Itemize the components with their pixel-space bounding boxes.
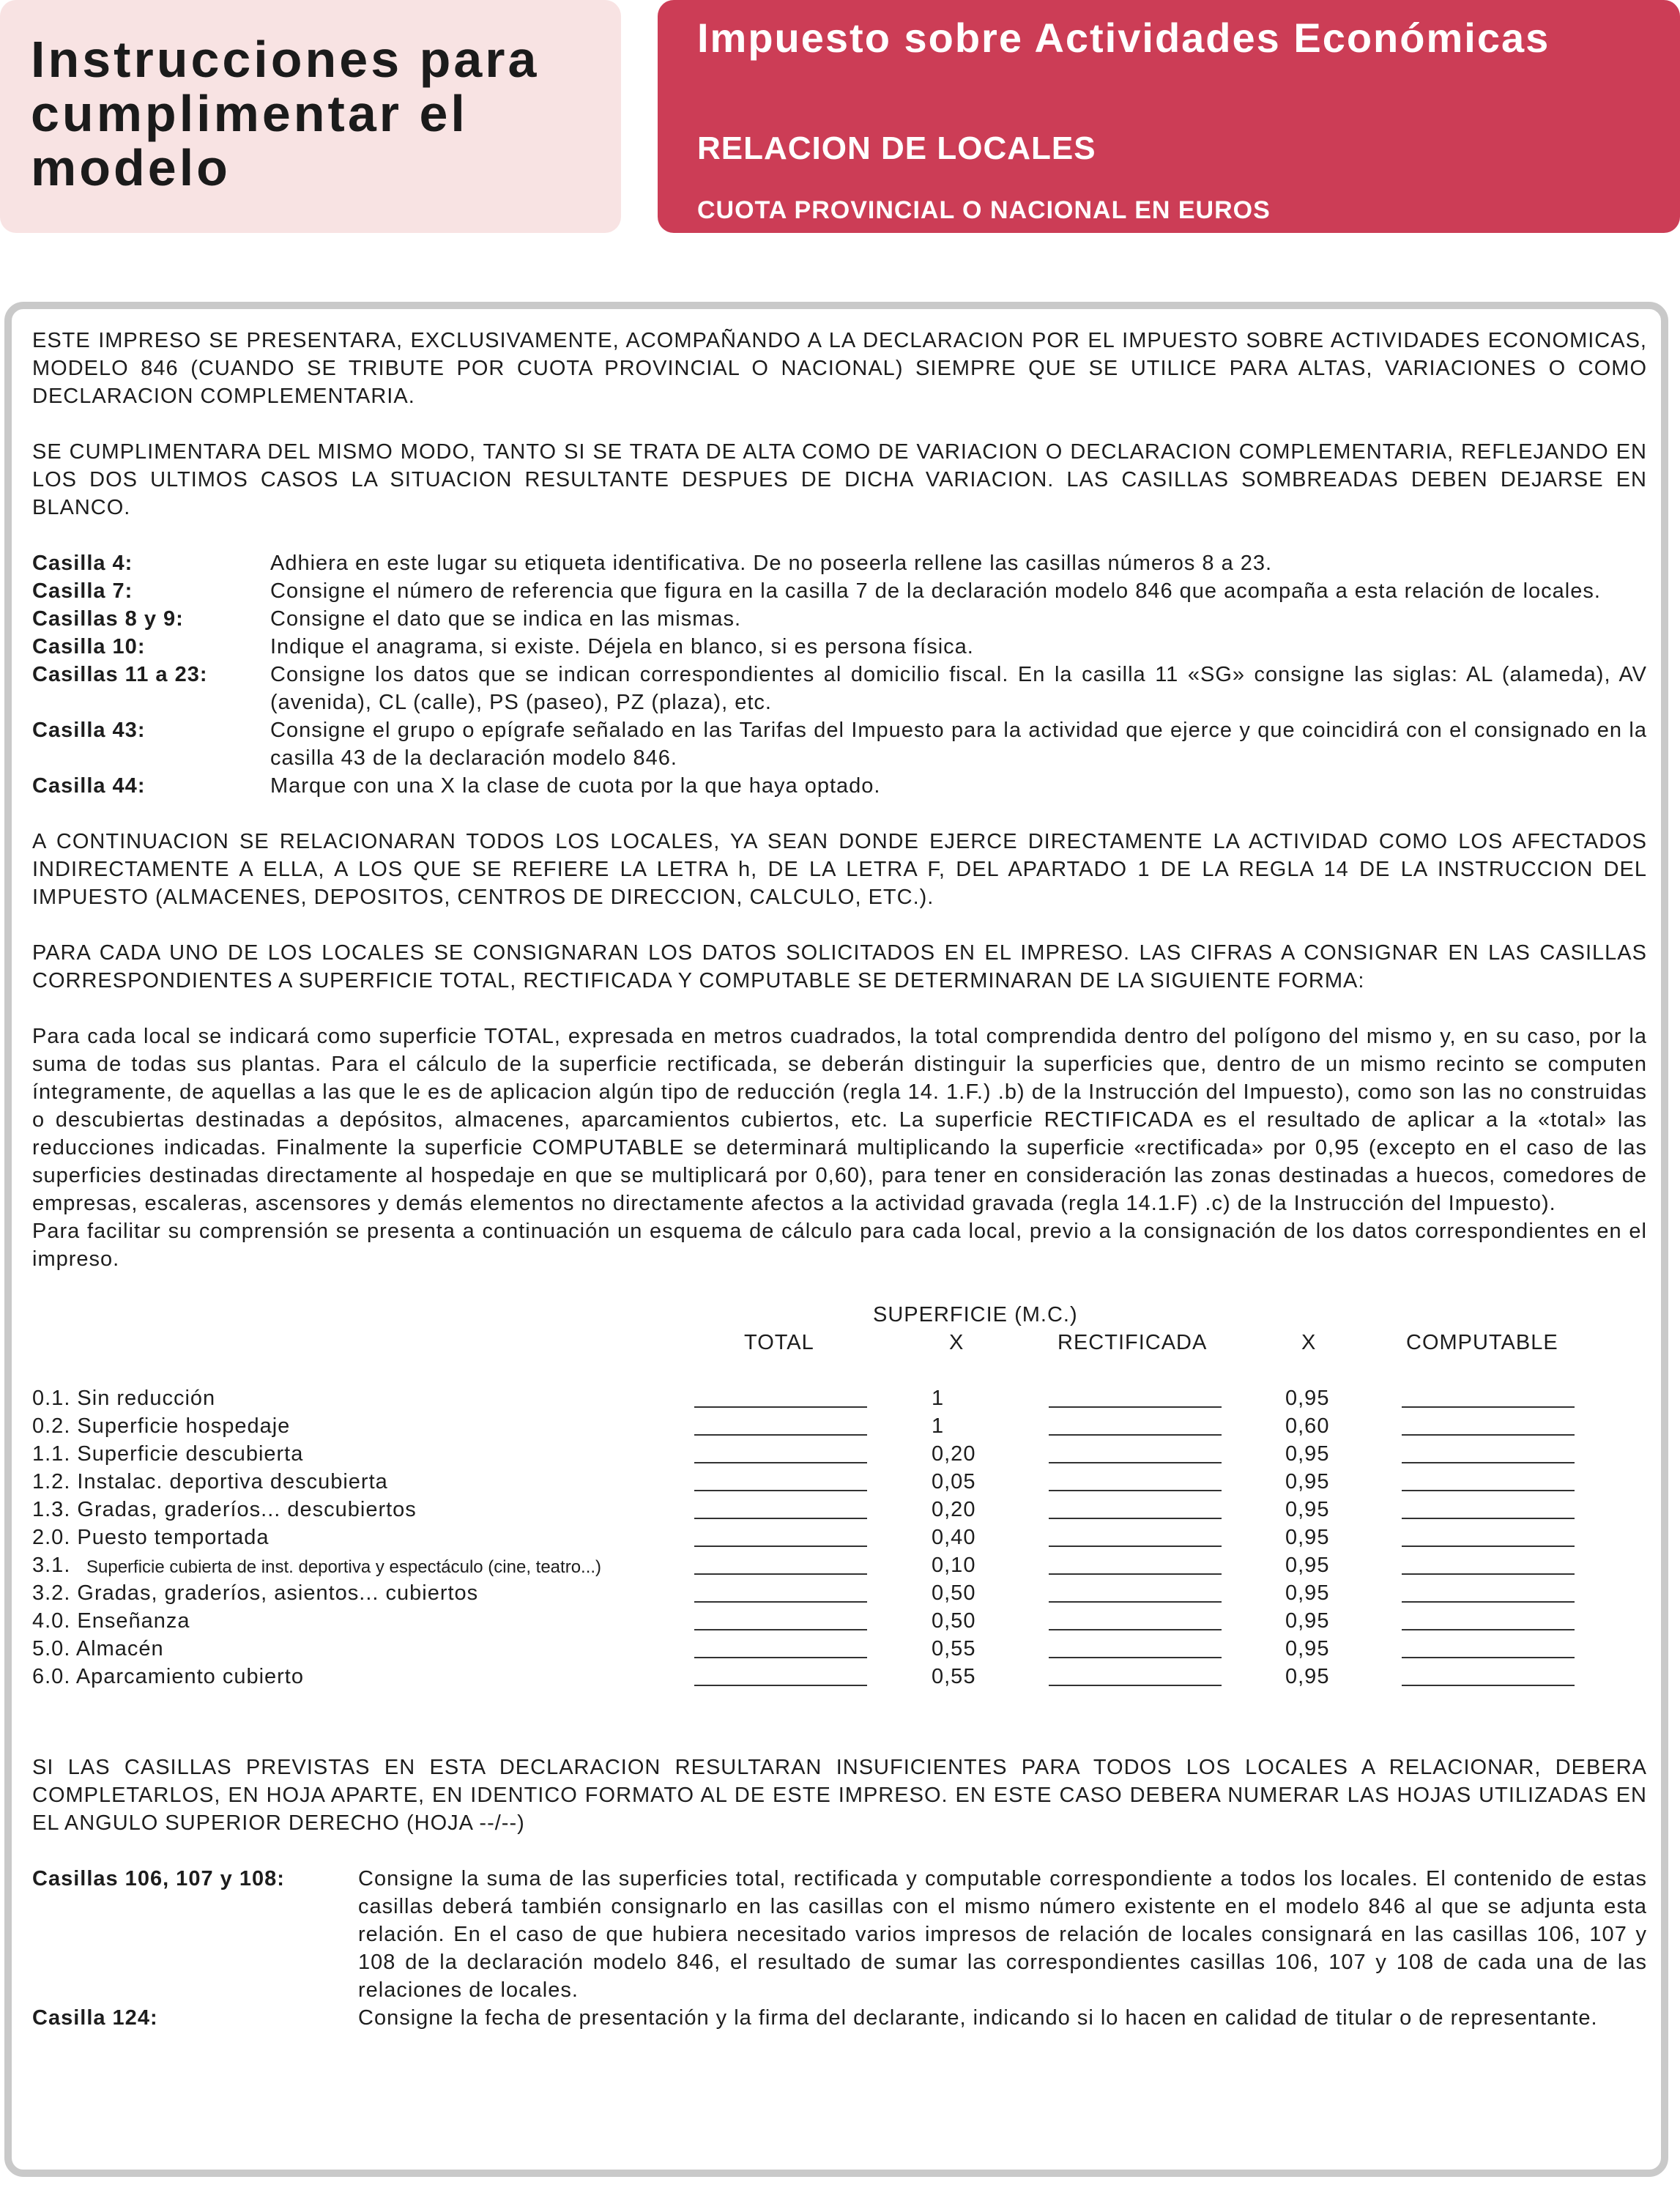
- casilla-term: Casillas 8 y 9:: [32, 607, 184, 631]
- computable-blank: [1402, 1462, 1575, 1463]
- surface-explanation: Para cada local se indicará como superficie TOTAL, expresada en metros cuadrados, la total comprendida dentro del polígono del mismo y, en su caso, por la suma de todas sus plantas. Para el cálculo de la superficie rectificada, se deberán distinguir la superficies que, dentro de un mismo recinto se computen íntegramente, de aquellas a las que le es de aplicacion algún tipo de reducción (regla 14. 1.F.) .b) de la Instrucción del Impuesto), como son las no construidas o descubiertas destinadas a depósitos, almacenes, aparcamientos cubiertos, etc. La superficie RECTIFICADA es el resultado de aplicar a la «total» las reducciones indicadas. Finalmente la superficie COMPUTABLE se determinará multiplicando la superficie «rectificada» por 0,95 (excepto en el caso de las superficies destinadas directamente al hospedaje en que se multiplicará por 0,60), para tener en consideración las zonas destinadas a huecos, comedores de empresas, escaleras, ascensores y demás elementos no directamente afectos a la actividad gravada (regla 14.1.F) .c) de la Instrucción del Impuesto).: [32, 1025, 1647, 1215]
- header: [0, 0, 1680, 234]
- total-blank: [694, 1518, 867, 1519]
- factor-1: 1: [932, 1414, 945, 1438]
- total-blank: [694, 1546, 867, 1547]
- total-blank: [694, 1573, 867, 1575]
- casilla-desc: Consigne los datos que se indican correspondientes al domicilio fiscal. En la casilla 11 «SG» consigne las siglas: AL (alameda), AV (avenida), CL (calle), PS (paseo), PZ (plaza), etc.: [270, 663, 1647, 714]
- calc-row: [32, 1663, 1647, 1691]
- calc-row-label-small: Superficie cubierta de inst. deportiva y espectáculo (cine, teatro...): [86, 1557, 602, 1577]
- factor-2: 0,95: [1285, 1637, 1330, 1660]
- form-quota-subtitle: CUOTA PROVINCIAL O NACIONAL EN EUROS: [697, 196, 1271, 224]
- extra-sheets-paragraph: SI LAS CASILLAS PREVISTAS EN ESTA DECLARACION RESULTARAN INSUFICIENTES PARA TODOS LOS LOCALES A RELACIONAR, DEBERA COMPLETARLOS, EN HOJA APARTE, EN IDENTICO FORMATO AL DE ESTE IMPRESO. EN ESTE CASO DEBERA NUMERAR LAS HOJAS UTILIZADAS EN EL ANGULO SUPERIOR DERECHO (HOJA --/--): [32, 1756, 1647, 1835]
- factor-2: 0,95: [1285, 1554, 1330, 1577]
- rectificada-blank: [1049, 1434, 1222, 1436]
- factor-1: 0,50: [932, 1581, 976, 1605]
- final-casillas-list: [32, 1865, 1647, 2032]
- calc-row: [32, 1607, 1647, 1635]
- casilla-term: Casillas 106, 107 y 108:: [32, 1867, 285, 1890]
- rectificada-blank: [1049, 1490, 1222, 1491]
- factor-1: 0,20: [932, 1498, 976, 1521]
- rectificada-blank: [1049, 1657, 1222, 1658]
- col-x2-header: X: [1301, 1331, 1317, 1354]
- factor-1: 0,10: [932, 1554, 976, 1577]
- calc-row-label: 5.0. Almacén: [32, 1637, 164, 1660]
- factor-2: 0,95: [1285, 1609, 1330, 1633]
- computable-blank: [1402, 1406, 1575, 1408]
- casilla-term: Casilla 44:: [32, 774, 146, 798]
- casilla-item: [32, 2004, 1647, 2032]
- locales-paragraph: A CONTINUACION SE RELACIONARAN TODOS LOS LOCALES, YA SEAN DONDE EJERCE DIRECTAMENTE LA ACTIVIDAD COMO LOS AFECTADOS INDIRECTAMENTE A ELLA, A LOS QUE SE REFIERE LA LETRA h, DE LA LETRA F, DEL APARTADO 1 DE LA REGLA 14 DE LA INSTRUCCION DEL IMPUESTO (ALMACENES, DEPOSITOS, CENTROS DE DIRECCION, CALCULO, ETC.).: [32, 830, 1647, 909]
- total-blank: [694, 1657, 867, 1658]
- factor-1: 1: [932, 1387, 945, 1410]
- factor-2: 0,95: [1285, 1442, 1330, 1466]
- computable-blank: [1402, 1518, 1575, 1519]
- col-computable-header: COMPUTABLE: [1406, 1331, 1558, 1354]
- casilla-desc: Adhiera en este lugar su etiqueta identificativa. De no poseerla rellene las casillas números 8 a 23.: [270, 552, 1273, 575]
- tax-title: Impuesto sobre Actividades Económicas: [697, 15, 1550, 61]
- casilla-term: Casilla 43:: [32, 719, 146, 742]
- tax-title-panel: [658, 0, 1680, 233]
- total-blank: [694, 1406, 867, 1408]
- form-subtitle: RELACION DE LOCALES: [697, 130, 1096, 166]
- rectificada-blank: [1049, 1601, 1222, 1603]
- casilla-desc: Consigne el grupo o epígrafe señalado en las Tarifas del Impuesto para la actividad que ejerce y que coincidirá con el consignado en la casilla 43 de la declaración modelo 846.: [270, 719, 1647, 770]
- casilla-term: Casilla 4:: [32, 552, 133, 575]
- total-blank: [694, 1490, 867, 1491]
- rectificada-blank: [1049, 1462, 1222, 1463]
- computable-blank: [1402, 1657, 1575, 1658]
- rectificada-blank: [1049, 1518, 1222, 1519]
- calc-row: [32, 1468, 1647, 1496]
- surface-calculation-scheme: [32, 1301, 1647, 1726]
- calc-row: [32, 1635, 1647, 1663]
- total-blank: [694, 1462, 867, 1463]
- calc-row-label: 0.2. Superficie hospedaje: [32, 1414, 291, 1438]
- total-blank: [694, 1629, 867, 1630]
- calc-row: [32, 1579, 1647, 1607]
- rectificada-blank: [1049, 1629, 1222, 1630]
- casilla-desc: Indique el anagrama, si existe. Déjela en blanco, si es persona física.: [270, 635, 974, 658]
- col-x1-header: X: [949, 1331, 964, 1354]
- calc-row-number: 3.1.: [32, 1554, 71, 1577]
- factor-2: 0,95: [1285, 1387, 1330, 1410]
- calc-row-label: 6.0. Aparcamiento cubierto: [32, 1665, 304, 1688]
- casilla-item: [32, 1865, 1647, 2004]
- casilla-item: [32, 772, 1647, 800]
- calc-row-label: 4.0. Enseñanza: [32, 1609, 190, 1633]
- casilla-desc: Consigne el dato que se indica en las mismas.: [270, 607, 742, 631]
- calc-row: [32, 1412, 1647, 1440]
- calc-row: [32, 1384, 1647, 1412]
- casilla-item: [32, 605, 1647, 633]
- computable-blank: [1402, 1434, 1575, 1436]
- casilla-term: Casilla 10:: [32, 635, 146, 658]
- factor-1: 0,05: [932, 1470, 976, 1493]
- instructions-title-panel: [0, 0, 621, 233]
- casillas-list: [32, 549, 1647, 800]
- scheme-intro: Para facilitar su comprensión se presenta a continuación un esquema de cálculo para cada local, previo a la consignación de los datos correspondientes en el impreso.: [32, 1220, 1647, 1271]
- factor-2: 0,95: [1285, 1470, 1330, 1493]
- casilla-item: [32, 577, 1647, 605]
- total-blank: [694, 1434, 867, 1436]
- surface-paragraph: PARA CADA UNO DE LOS LOCALES SE CONSIGNARAN LOS DATOS SOLICITADOS EN EL IMPRESO. LAS CIFRAS A CONSIGNAR EN LAS CASILLAS CORRESPONDIENTES A SUPERFICIE TOTAL, RECTIFICADA Y COMPUTABLE SE DETERMINARAN DE LA SIGUIENTE FORMA:: [32, 941, 1647, 992]
- computable-blank: [1402, 1685, 1575, 1686]
- factor-2: 0,95: [1285, 1665, 1330, 1688]
- calc-row: [32, 1551, 1647, 1579]
- calc-row: [32, 1496, 1647, 1524]
- casilla-item: [32, 716, 1647, 772]
- casilla-term: Casilla 124:: [32, 2006, 158, 2030]
- casilla-term: Casilla 7:: [32, 579, 133, 603]
- factor-1: 0,55: [932, 1665, 976, 1688]
- factor-1: 0,50: [932, 1609, 976, 1633]
- casilla-desc: Consigne la fecha de presentación y la firma del declarante, indicando si lo hacen en calidad de titular o de representante.: [358, 2006, 1598, 2030]
- rectificada-blank: [1049, 1406, 1222, 1408]
- factor-2: 0,95: [1285, 1526, 1330, 1549]
- casilla-item: [32, 633, 1647, 661]
- calc-row-label: 1.1. Superficie descubierta: [32, 1442, 304, 1466]
- casilla-item: [32, 661, 1647, 716]
- computable-blank: [1402, 1629, 1575, 1630]
- casilla-desc: Consigne la suma de las superficies total, rectificada y computable correspondiente a todos los locales. El contenido de estas casillas deberá también consignarlo en las casillas con el mismo número existente en el modelo 846 al que se adjunta esta relación. En el caso de que hubiera necesitado varios impresos de relación de locales consignará en las casillas 106, 107 y 108 de la declaración modelo 846, el resultado de sumar las correspondientes casillas 106, 107 y 108 de cada una de las relaciones de locales.: [358, 1867, 1647, 2002]
- intro-paragraph: ESTE IMPRESO SE PRESENTARA, EXCLUSIVAMENTE, ACOMPAÑANDO A LA DECLARACION POR EL IMPUESTO SOBRE ACTIVIDADES ECONOMICAS, MODELO 846 (CUANDO SE TRIBUTE POR CUOTA PROVINCIAL O NACIONAL) SIEMPRE QUE SE UTILICE PARA ALTAS, VARIACIONES O COMO DECLARACION COMPLEMENTARIA.: [32, 329, 1647, 408]
- instructions-title: Instrucciones para cumplimentar el modelo: [31, 31, 540, 196]
- total-blank: [694, 1685, 867, 1686]
- calc-row: [32, 1524, 1647, 1551]
- calc-row-label: 1.3. Gradas, graderíos... descubiertos: [32, 1498, 417, 1521]
- computable-blank: [1402, 1546, 1575, 1547]
- rectificada-blank: [1049, 1685, 1222, 1686]
- calc-row-label: 3.2. Gradas, graderíos, asientos... cubiertos: [32, 1581, 479, 1605]
- factor-1: 0,20: [932, 1442, 976, 1466]
- casilla-term: Casillas 11 a 23:: [32, 663, 208, 686]
- col-total-header: TOTAL: [744, 1331, 814, 1354]
- calc-heading: SUPERFICIE (M.C.): [873, 1303, 1078, 1326]
- rectificada-blank: [1049, 1573, 1222, 1575]
- factor-2: 0,60: [1285, 1414, 1330, 1438]
- computable-blank: [1402, 1490, 1575, 1491]
- casilla-item: [32, 549, 1647, 577]
- factor-1: 0,40: [932, 1526, 976, 1549]
- col-rectificada-header: RECTIFICADA: [1058, 1331, 1208, 1354]
- calc-row-label: 2.0. Puesto temportada: [32, 1526, 270, 1549]
- computable-blank: [1402, 1573, 1575, 1575]
- casilla-desc: Marque con una X la clase de cuota por la que haya optado.: [270, 774, 881, 798]
- factor-2: 0,95: [1285, 1581, 1330, 1605]
- calc-row-label: 0.1. Sin reducción: [32, 1387, 216, 1410]
- factor-2: 0,95: [1285, 1498, 1330, 1521]
- filling-paragraph: SE CUMPLIMENTARA DEL MISMO MODO, TANTO SI SE TRATA DE ALTA COMO DE VARIACION O DECLARACION COMPLEMENTARIA, REFLEJANDO EN LOS DOS ULTIMOS CASOS LA SITUACION RESULTANTE DESPUES DE DICHA VARIACION. LAS CASILLAS SOMBREADAS DEBEN DEJARSE EN BLANCO.: [32, 440, 1647, 519]
- computable-blank: [1402, 1601, 1575, 1603]
- casilla-desc: Consigne el número de referencia que figura en la casilla 7 de la declaración modelo 846 que acompaña a esta relación de locales.: [270, 579, 1601, 603]
- total-blank: [694, 1601, 867, 1603]
- calc-row-label: 1.2. Instalac. deportiva descubierta: [32, 1470, 388, 1493]
- instructions-body: [32, 327, 1647, 2060]
- factor-1: 0,55: [932, 1637, 976, 1660]
- rectificada-blank: [1049, 1546, 1222, 1547]
- calc-row: [32, 1440, 1647, 1468]
